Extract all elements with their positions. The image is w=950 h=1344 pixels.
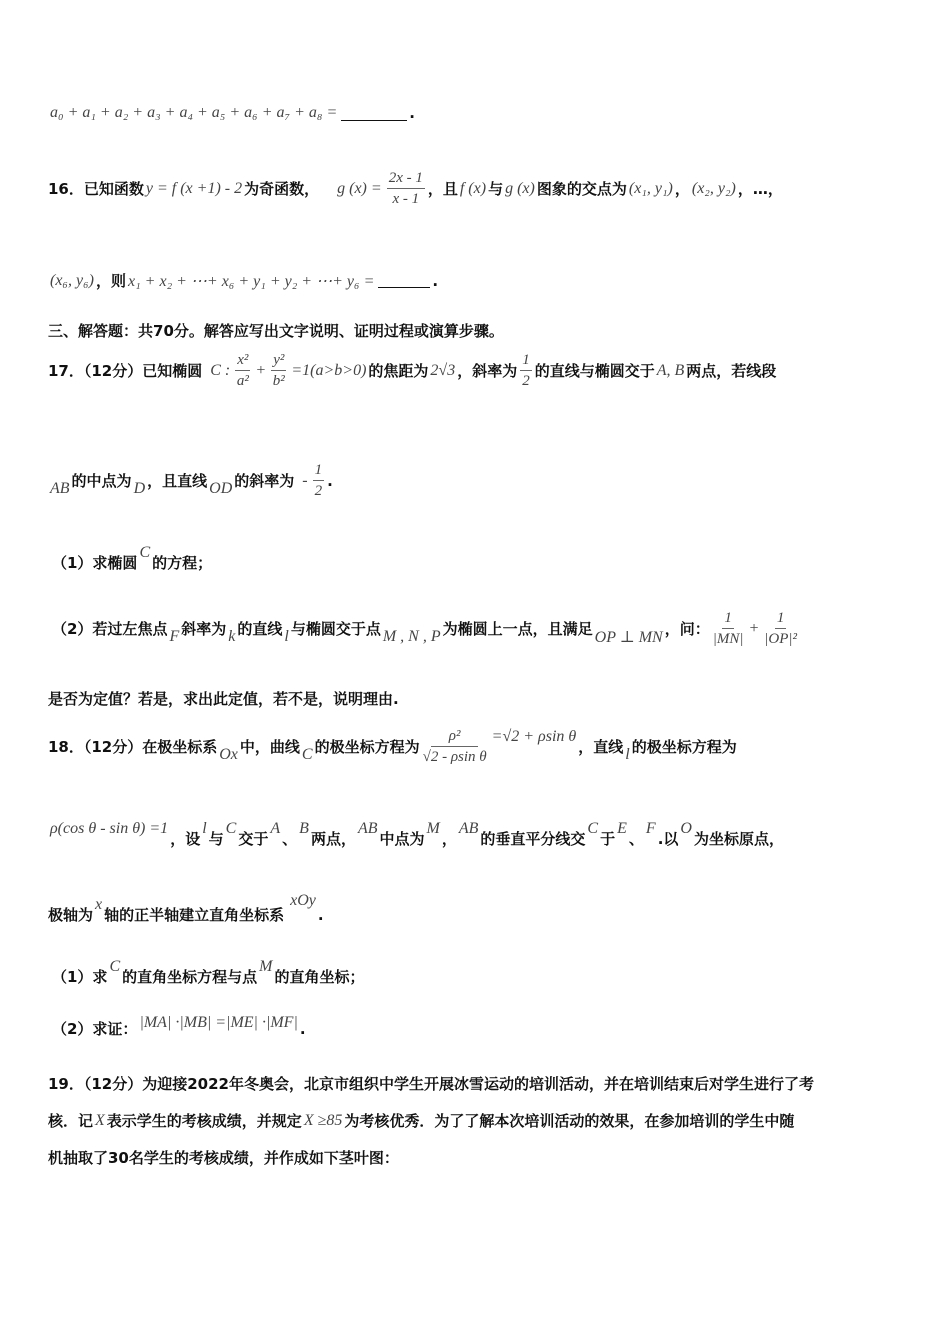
- q17-part-1: [52, 543, 213, 573]
- text: 中，曲线: [239, 738, 300, 756]
- q18-line-3: [48, 891, 324, 925]
- period: .: [409, 104, 415, 122]
- text: ，斜率为: [457, 362, 518, 380]
- q18-label: 18．（12分）在极坐标系: [48, 738, 218, 756]
- period: .: [432, 271, 439, 290]
- math-m: M: [426, 819, 440, 837]
- math-rhs: =√2 + ρsin θ: [491, 727, 577, 745]
- math-f: F: [645, 819, 656, 837]
- text: 的直角坐标方程与点: [122, 968, 258, 986]
- math-l: l: [284, 627, 289, 645]
- text: ，问：: [664, 620, 710, 638]
- math-a: A: [270, 819, 281, 837]
- q18-line-1: [48, 726, 737, 767]
- denominator: 2: [314, 483, 323, 499]
- math-eq: =1(a>b>0): [291, 361, 367, 379]
- math-d: D: [133, 479, 146, 497]
- math-ab: AB: [357, 819, 378, 837]
- math-m: M: [259, 957, 273, 975]
- math-c: C: [587, 819, 599, 837]
- text: 为考核优秀．为了了解本次培训活动的效果，在参加培训的学生中随: [344, 1112, 795, 1130]
- numerator: y²: [271, 350, 286, 371]
- q17-part-2-cont: 是否为定值？若是，求出此定值，若不是，说明理由.: [48, 690, 399, 708]
- text: ，: [674, 180, 690, 198]
- text: ，且: [427, 180, 458, 198]
- text: 的直线与椭圆交于: [534, 362, 655, 380]
- text: 两点，若线段: [686, 362, 777, 380]
- text: .以: [657, 830, 679, 848]
- text: 与: [208, 830, 224, 848]
- text: ，则: [95, 272, 126, 290]
- math-focal: 2√3: [430, 361, 456, 379]
- q18-line-2: [48, 819, 784, 849]
- comma: ,: [422, 627, 427, 645]
- fraction: [271, 350, 286, 391]
- part-label: （1）求: [52, 968, 108, 986]
- q17-line-2: [48, 460, 333, 501]
- text: 为奇函数，: [244, 180, 320, 198]
- math-point: (x₂, y₂): [691, 179, 736, 197]
- text: 为椭圆上一点，且满足: [442, 620, 593, 638]
- math-ab: AB: [458, 819, 479, 837]
- math-l: l: [625, 745, 630, 763]
- text: 的方程；: [152, 554, 213, 572]
- fraction: [520, 350, 532, 391]
- q17-line-1: [48, 350, 776, 391]
- part-label: （2）若过左焦点: [52, 620, 168, 638]
- denominator: a²: [236, 373, 249, 389]
- text: 极轴为: [48, 906, 94, 924]
- q16-line-1: [48, 168, 783, 209]
- math-ab: AB: [50, 479, 70, 497]
- text: 斜率为: [181, 620, 227, 638]
- text: 的垂直平分线交: [480, 830, 586, 848]
- math-f: F: [169, 627, 180, 645]
- math-sum: x₁ + x₂ + ⋯+ x₆ + y₁ + y₂ + ⋯+ y₆ =: [128, 272, 375, 290]
- numerator: 1: [520, 350, 532, 371]
- numerator: 1: [775, 608, 787, 629]
- text: 于: [600, 830, 616, 848]
- text: 为坐标原点，: [693, 830, 784, 848]
- math-c: C :: [210, 361, 231, 379]
- q18-part-2: [52, 1013, 306, 1039]
- numerator: ρ²: [431, 726, 479, 747]
- denominator: 2: [522, 373, 530, 389]
- text: 交于: [238, 830, 269, 848]
- denominator: |MN|: [712, 631, 744, 647]
- numerator: 1: [722, 608, 734, 629]
- q16-label: 16．已知函数: [48, 180, 144, 198]
- plus: +: [748, 619, 760, 637]
- math-proof-eq: |MA| ·|MB| =|ME| ·|MF|: [139, 1013, 298, 1031]
- text: ，…，: [737, 180, 783, 198]
- math-xoy: xOy: [290, 891, 316, 909]
- text: 表示学生的考核成绩，并规定: [106, 1112, 302, 1130]
- text: 核．记: [48, 1112, 94, 1130]
- denominator: x - 1: [392, 191, 420, 207]
- math-perp: OP ⊥ MN: [594, 628, 663, 646]
- math-x: X: [95, 1111, 105, 1129]
- math-point: (x₆, y₆): [50, 271, 94, 289]
- math-e: E: [617, 819, 627, 837]
- q15-sum: a₀ + a₁ + a₂ + a₃ + a₄ + a₅ + a₆ + a₇ + a₈ =: [50, 104, 338, 121]
- text: 、: [628, 830, 644, 848]
- q17-part-2: [52, 608, 800, 649]
- math-x: x: [95, 895, 103, 913]
- math-point: (x₁, y₁): [628, 179, 673, 197]
- q19-line-3: 机抽取了30名学生的考核成绩，并作成如下茎叶图：: [48, 1149, 399, 1167]
- fraction: [235, 350, 250, 391]
- text: 中点为: [379, 830, 425, 848]
- text: 的极坐标方程为: [314, 738, 420, 756]
- q19-line-2: [48, 1110, 794, 1131]
- text: 与: [488, 180, 504, 198]
- q16-line-2: [48, 270, 438, 291]
- math-condition: X ≥85: [303, 1111, 343, 1129]
- fraction: [713, 608, 744, 649]
- text: 轴的正半轴建立直角坐标系: [104, 906, 285, 924]
- fraction: [387, 168, 425, 209]
- denominator: √2 - ρsin θ: [422, 749, 487, 765]
- text: ，直线: [578, 738, 624, 756]
- answer-blank: [378, 273, 430, 288]
- text: ，: [441, 830, 457, 848]
- math-o: O: [680, 819, 692, 837]
- text: 的焦距为: [368, 362, 429, 380]
- math-c: C: [139, 543, 151, 561]
- text: 、: [282, 830, 298, 848]
- math-k: k: [228, 627, 236, 645]
- numerator: x²: [235, 350, 250, 371]
- text: 的直角坐标；: [274, 968, 365, 986]
- text: 的直线: [237, 620, 283, 638]
- math-c: C: [301, 745, 313, 763]
- q18-part-1: [52, 957, 365, 987]
- math-p: P: [430, 627, 441, 645]
- part-label: （1）求椭圆: [52, 554, 138, 572]
- minus: -: [302, 471, 308, 489]
- period: .: [299, 1019, 306, 1038]
- period: .: [317, 905, 324, 924]
- denominator: b²: [272, 373, 285, 389]
- section-heading: 三、解答题：共70分。解答应写出文字说明、证明过程或演算步骤。: [48, 322, 504, 340]
- text: 图象的交点为: [536, 180, 627, 198]
- math-f: f (x): [459, 179, 487, 197]
- math-g: g (x) =: [337, 179, 382, 197]
- q19-line-1: 19．（12分）为迎接2022年冬奥会，北京市组织中学生开展冰雪运动的培训活动，并在培训结束后对学生进行了考: [48, 1075, 815, 1093]
- text: 的中点为: [71, 472, 132, 490]
- text: 与椭圆交于点: [290, 620, 381, 638]
- text: 两点，: [310, 830, 356, 848]
- math-l: l: [202, 819, 207, 837]
- part-label: （2）求证：: [52, 1020, 138, 1038]
- fraction: [423, 726, 487, 767]
- answer-blank: [341, 106, 407, 121]
- plus: +: [255, 361, 267, 379]
- denominator: |OP|²: [764, 631, 798, 647]
- numerator: 1: [313, 460, 325, 481]
- math-c: C: [109, 957, 121, 975]
- math-ab: A, B: [656, 361, 685, 379]
- math-b: B: [299, 819, 309, 837]
- fraction: [764, 608, 797, 649]
- math-od: OD: [209, 479, 233, 497]
- text: ，且直线: [147, 472, 208, 490]
- math-g: g (x): [505, 179, 535, 197]
- period: .: [327, 471, 333, 490]
- text: 的极坐标方程为: [631, 738, 737, 756]
- math-func: y = f (x +1) - 2: [145, 179, 243, 197]
- q15-line: [48, 104, 415, 122]
- text: ，设: [170, 830, 201, 848]
- math-line-eq: ρ(cos θ - sin θ) =1: [50, 819, 169, 837]
- fraction: [313, 460, 325, 501]
- math-ox: Ox: [219, 745, 238, 763]
- numerator: 2x - 1: [387, 168, 425, 189]
- text: 的斜率为: [234, 472, 295, 490]
- math-mn: M , N: [382, 627, 419, 645]
- math-c: C: [225, 819, 237, 837]
- q17-label: 17．（12分）已知椭圆: [48, 362, 203, 380]
